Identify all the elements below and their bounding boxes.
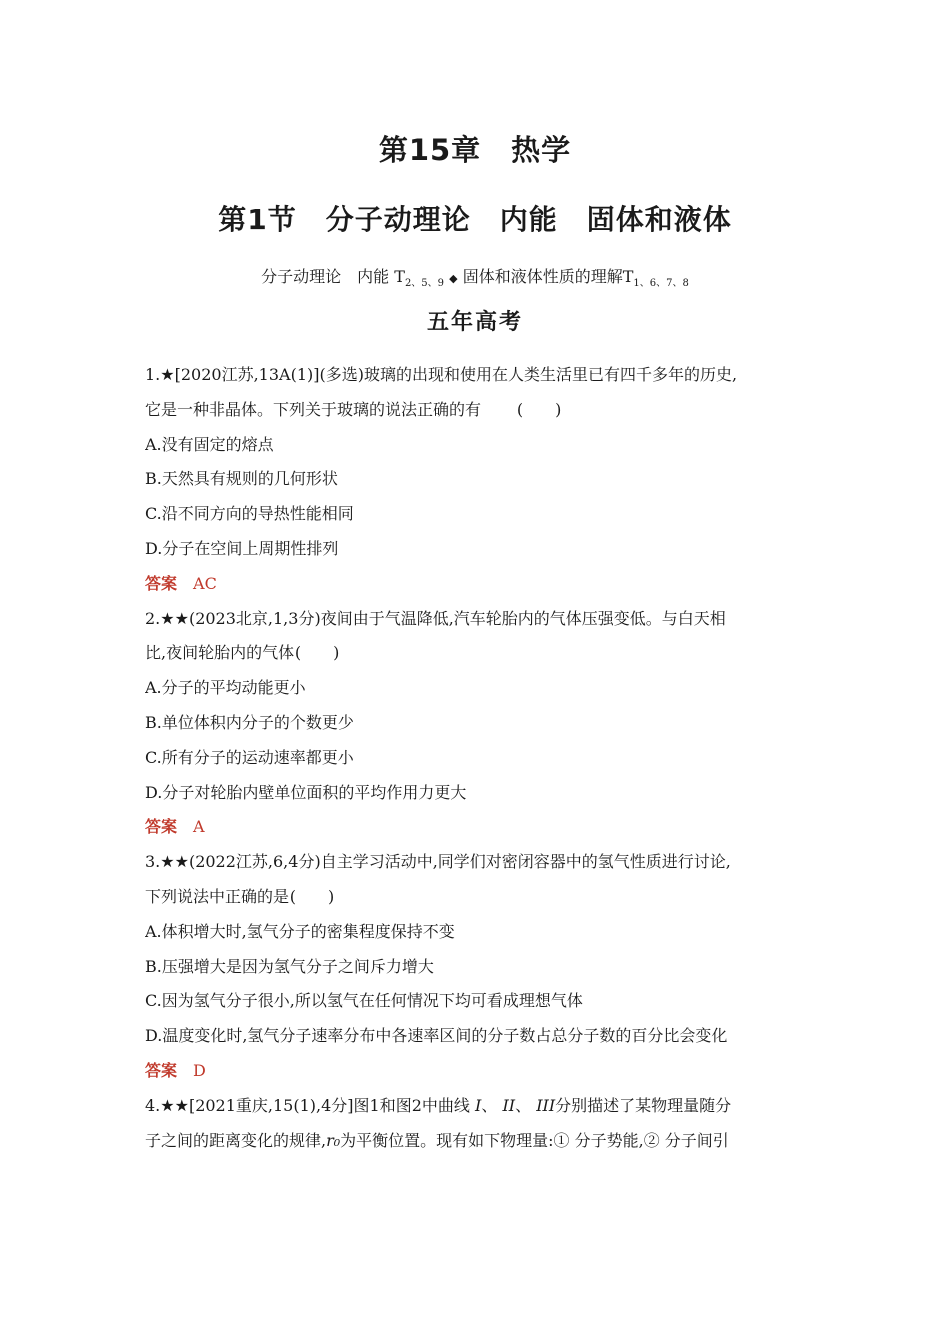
option-d: D.分子对轮胎内壁单位面积的平均作用力更大 bbox=[145, 782, 467, 802]
answer-blank: ( ) bbox=[516, 399, 562, 419]
question-stem-line bbox=[145, 393, 810, 428]
answer-blank: ( ) bbox=[289, 886, 335, 906]
question-stem: 比,夜间轮胎内的气体 bbox=[145, 643, 295, 663]
question-stem-line bbox=[145, 636, 810, 671]
bullet-icon: ◆ bbox=[449, 272, 458, 285]
answer-label: 答案 bbox=[145, 817, 178, 837]
question-4 bbox=[145, 1089, 810, 1159]
question-stem-line bbox=[145, 845, 810, 880]
curve-label-3: III bbox=[536, 1095, 556, 1115]
question-1 bbox=[145, 358, 810, 602]
separator: 、 bbox=[481, 1095, 498, 1115]
answer-value: AC bbox=[193, 573, 217, 593]
option-b: B.压强增大是因为氢气分子之间斥力增大 bbox=[145, 956, 434, 976]
question-stem: [2021重庆,15(1),4分]图1和图2中曲线 bbox=[188, 1095, 470, 1115]
answer-label: 答案 bbox=[145, 573, 178, 593]
topic-ref-2: 1、6、7、8 bbox=[633, 278, 689, 290]
question-number: 4. bbox=[145, 1095, 161, 1115]
question-stem-line bbox=[145, 1089, 810, 1124]
question-stem: 分别描述了某物理量随分 bbox=[555, 1095, 732, 1115]
separator: 、 bbox=[515, 1095, 532, 1115]
question-number: 1. bbox=[145, 365, 161, 384]
option-a: A.体积增大时,氢气分子的密集程度保持不变 bbox=[145, 921, 455, 941]
answer-value: A bbox=[193, 817, 205, 837]
topic-index bbox=[0, 264, 950, 289]
difficulty-star-icon: ★ bbox=[160, 365, 175, 384]
chapter-title: 第15章 热学 bbox=[378, 133, 572, 167]
question-3 bbox=[145, 845, 810, 1089]
topic-text-2: 固体和液体性质的理解 bbox=[462, 267, 623, 286]
question-list bbox=[145, 358, 810, 1158]
question-stem-line bbox=[145, 880, 810, 915]
question-stem: 为平衡位置。现有如下物理量:① 分子势能,② 分子间引 bbox=[340, 1130, 729, 1150]
question-number: 3. bbox=[145, 852, 161, 872]
question-stem-line bbox=[145, 1124, 810, 1159]
topic-text-1: 分子动理论 内能 bbox=[261, 267, 390, 286]
question-stem: 它是一种非晶体。下列关于玻璃的说法正确的有 bbox=[145, 399, 482, 419]
option-b: B.天然具有规则的几何形状 bbox=[145, 469, 338, 489]
option-c: C.所有分子的运动速率都更小 bbox=[145, 747, 354, 767]
answer-label: 答案 bbox=[145, 1060, 178, 1080]
difficulty-star-icon: ★★ bbox=[160, 608, 189, 628]
question-stem: (2022江苏,6,4分)自主学习活动中,同学们对密闭容器中的氢气性质进行讨论, bbox=[188, 852, 731, 872]
curve-label-1: I bbox=[475, 1095, 482, 1115]
topic-ref-prefix-1: T bbox=[394, 267, 405, 286]
option-c: C.沿不同方向的导热性能相同 bbox=[145, 504, 354, 524]
topic-ref-prefix-2: T bbox=[622, 267, 634, 286]
part-title: 五年高考 bbox=[426, 310, 523, 335]
question-stem: (2023北京,1,3分)夜间由于气温降低,汽车轮胎内的气体压强变低。与白天相 bbox=[188, 608, 726, 628]
question-stem: 子之间的距离变化的规律, bbox=[145, 1130, 327, 1150]
difficulty-star-icon: ★★ bbox=[160, 1095, 189, 1115]
curve-label-2: II bbox=[502, 1095, 516, 1115]
option-d: D.温度变化时,氢气分子速率分布中各速率区间的分子数占总分子数的百分比会变化 bbox=[145, 1026, 728, 1046]
equilibrium-symbol: r₀ bbox=[326, 1130, 341, 1150]
question-stem: 下列说法中正确的是 bbox=[145, 886, 290, 906]
option-d: D.分子在空间上周期性排列 bbox=[145, 538, 339, 558]
question-stem-line bbox=[145, 602, 810, 637]
option-a: A.分子的平均动能更小 bbox=[145, 678, 306, 698]
answer-row bbox=[145, 810, 810, 845]
section-title: 第1节 分子动理论 内能 固体和液体 bbox=[218, 203, 732, 236]
question-2 bbox=[145, 602, 810, 846]
answer-value: D bbox=[193, 1060, 206, 1080]
topic-ref-1: 2、5、9 bbox=[404, 278, 445, 290]
option-c: C.因为氢气分子很小,所以氢气在任何情况下均可看成理想气体 bbox=[145, 991, 583, 1011]
answer-row bbox=[145, 1054, 810, 1089]
question-stem: [2020江苏,13A(1)](多选)玻璃的出现和使用在人类生活里已有四千多年的历史, bbox=[174, 365, 738, 384]
answer-blank: ( ) bbox=[294, 643, 340, 663]
question-number: 2. bbox=[145, 608, 161, 628]
answer-row bbox=[145, 567, 810, 602]
option-a: A.没有固定的熔点 bbox=[145, 434, 274, 454]
question-stem-line bbox=[145, 358, 810, 393]
option-b: B.单位体积内分子的个数更少 bbox=[145, 712, 354, 732]
difficulty-star-icon: ★★ bbox=[160, 852, 189, 872]
